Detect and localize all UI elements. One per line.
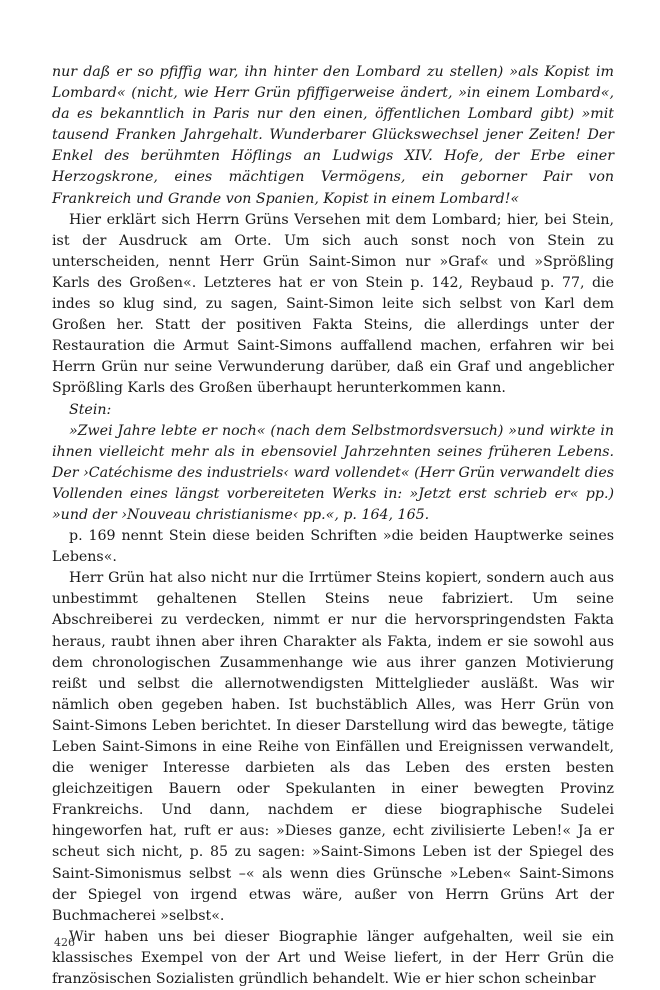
page-number: 426 <box>54 936 75 949</box>
paragraph-stein-label: Stein: <box>69 401 112 418</box>
paragraph-stein-quote: »Zwei Jahre lebte er noch« (nach dem Selbstmordsversuch) »und wirkte in ihnen vielleicht mehr als in ebensoviel Jahrzehnten seines früheren Lebens. Der ›Catéchisme des industriels‹ ward vollendet« (Herr Grün verwandelt dies Vollenden eines längst vorbereiteten Werks in: »Jetzt erst schrieb er« pp.) »und der ›Nouveau christianisme‹ pp.«, p. 164, 165. <box>52 422 614 523</box>
paragraph-biography-conclusion: Wir haben uns bei dieser Biographie länger aufgehalten, weil sie ein klassisches Exempel von der Art und Weise liefert, in der Herr Grün die französischen Sozialisten gründlich behandelt. Wie er hier schon scheinbar <box>52 928 614 988</box>
paragraph-lombard-explanation: Hier erklärt sich Herrn Grüns Versehen mit dem Lombard; hier, bei Stein, ist der Ausdruck am Orte. Um sich auch sonst noch von Stein zu unterscheiden, nennt Herr Grün Saint-Simon nur »Graf« und »Sprößling Karls des Großen«. Letzteres hat er von Stein p. 142, Reybaud p. 77, die indes so klug sind, zu sagen, Saint-Simon leite sich selbst von Karl dem Großen her. Statt der positiven Fakta Steins, die allerdings unter der Restauration die Armut Saint-Simons auffallend machen, erfahren wir bei Herrn Grün nur seine Verwunderung darüber, daß ein Graf und angeblicher Sprößling Karls des Großen überhaupt herunterkommen kann. <box>52 211 614 397</box>
paragraph-quote-continuation: nur daß er so pfiffig war, ihn hinter den Lombard zu stellen) »als Kopist im Lombard« (nicht, wie Herr Grün pfiffigerweise ändert, »in einem Lombard«, da es bekanntlich in Paris nur den einen, öffentlichen Lombard gibt) »mit tausend Franken Jahrgehalt. Wunderbarer Glückswechsel jener Zeiten! Der Enkel des berühmten Höflings an Ludwigs XIV. Hofe, der Erbe einer Herzogskrone, eines mächtigen Vermögens, ein geborner Pair von Frankreich und Grande von Spanien, Kopist in einem Lombard!« <box>52 64 614 207</box>
paragraph-gruen-copying: Herr Grün hat also nicht nur die Irrtümer Steins kopiert, sondern auch aus unbestimmt gehaltenen Stellen Steins neue fabriziert. Um seine Abschreiberei zu verdecken, nimmt er nur die hervorspringendsten Fakta heraus, raubt ihnen aber ihren Charakter als Fakta, indem er sie sowohl aus dem chronologischen Zusammenhange wie aus ihrer ganzen Motivierung reißt und selbst die allernotwendigsten Mittelglieder ausläßt. Was wir nämlich oben gegeben haben. Ist buchstäblich Alles, was Herr Grün von Saint-Simons Leben berichtet. In dieser Darstellung wird das bewegte, tätige Leben Saint-Simons in eine Reihe von Einfällen und Ereignissen verwandelt, die weniger Interesse darbieten als das Leben des ersten besten gleichzeitigen Bauern oder Spekulanten in einer bewegten Provinz Frankreichs. Und dann, nachdem er diese biographische Sudelei hingeworfen hat, ruft er aus: »Dieses ganze, echt zivilisierte Leben!« Ja er scheut sich nicht, p. 85 zu sagen: »Saint-Simons Leben ist der Spiegel des Saint-Simonismus selbst –« als wenn dies Grünsche »Leben« Saint-Simons der Spiegel von irgend etwas wäre, außer von Herrn Grüns Art der Buchmacherei »selbst«. <box>52 570 614 924</box>
paragraph-page-169: p. 169 nennt Stein diese beiden Schriften »die beiden Hauptwerke seines Lebens«. <box>52 528 614 566</box>
body-text <box>52 62 614 990</box>
